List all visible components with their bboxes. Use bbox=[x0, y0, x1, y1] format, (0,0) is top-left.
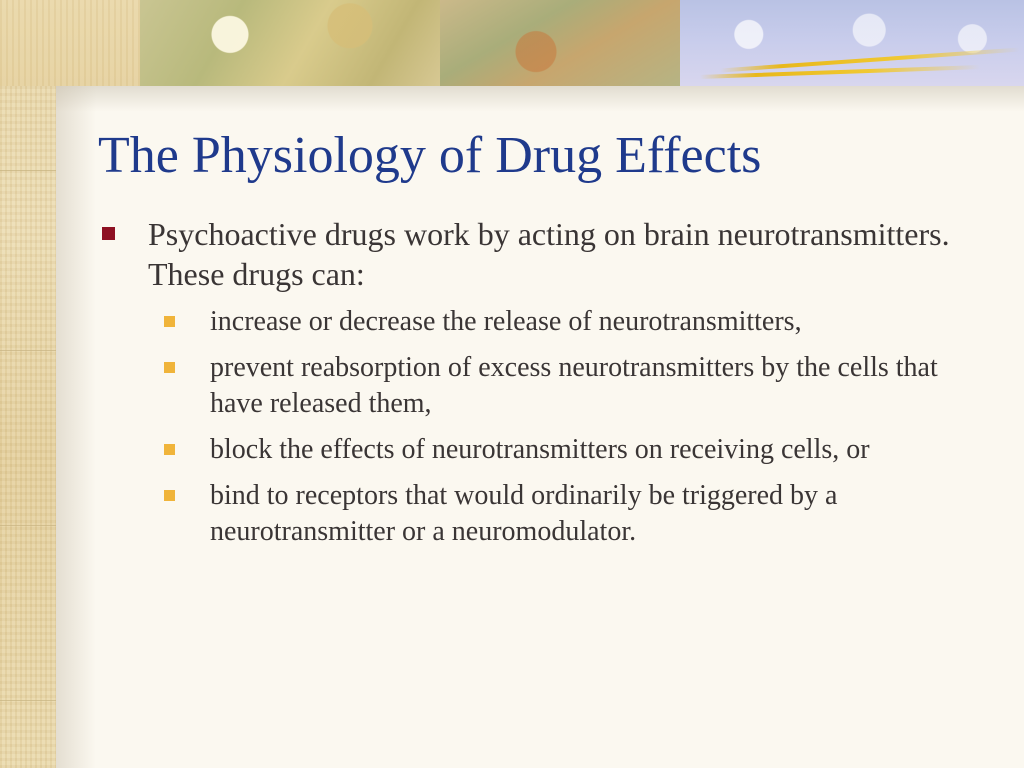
sub-bullet-item bbox=[96, 432, 976, 468]
banner-tile-parchment bbox=[0, 0, 140, 86]
slide-body bbox=[96, 214, 976, 560]
small-square-bullet-icon bbox=[164, 444, 175, 455]
slide bbox=[56, 86, 1024, 768]
banner-tile-leaves bbox=[140, 0, 440, 86]
sub-bullet-text: prevent reabsorption of excess neurotransmitters by the cells that have released them, bbox=[210, 352, 938, 419]
bullet-text: Psychoactive drugs work by acting on brain neurotransmitters. These drugs can: bbox=[148, 216, 950, 292]
sub-bullet-text: bind to receptors that would ordinarily be triggered by a neurotransmitter or a neuromodulator. bbox=[210, 480, 838, 547]
sub-bullet-text: block the effects of neurotransmitters on receiving cells, or bbox=[210, 434, 870, 465]
small-square-bullet-icon bbox=[164, 490, 175, 501]
decorative-banner bbox=[0, 0, 1024, 86]
small-square-bullet-icon bbox=[164, 316, 175, 327]
square-bullet-icon bbox=[102, 227, 115, 240]
bullet-point-main bbox=[96, 214, 976, 294]
small-square-bullet-icon bbox=[164, 362, 175, 373]
sub-bullet-text: increase or decrease the release of neurotransmitters, bbox=[210, 306, 802, 337]
parchment-side-strip bbox=[0, 0, 56, 768]
sub-bullet-item bbox=[96, 350, 976, 422]
slide-title: The Physiology of Drug Effects bbox=[98, 127, 762, 184]
banner-tile-autumn bbox=[440, 0, 680, 86]
sub-bullet-item bbox=[96, 478, 976, 550]
sub-bullet-list bbox=[96, 304, 976, 550]
sub-bullet-item bbox=[96, 304, 976, 340]
